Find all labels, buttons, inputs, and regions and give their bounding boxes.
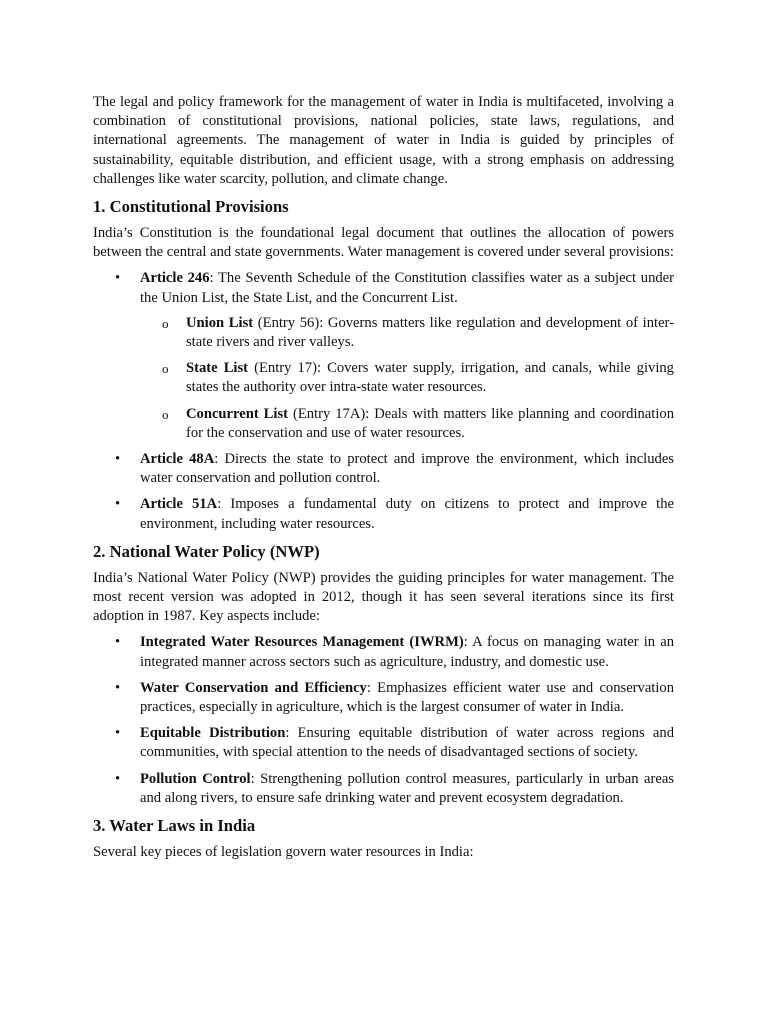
list-item-iwrm <box>93 633 674 671</box>
circle-bullet-icon: o <box>162 361 169 377</box>
list-item-pollution <box>93 770 674 808</box>
section-heading-water-laws: 3. Water Laws in India <box>93 816 256 836</box>
item-term: Union List <box>186 314 254 331</box>
sublist-item-union <box>140 314 674 352</box>
list-item-equitable <box>93 724 674 762</box>
bullet-icon: • <box>115 451 121 468</box>
list-item-article-246 <box>93 269 674 443</box>
item-term: State List <box>186 360 249 377</box>
item-text: : Emphasizes efficient water use and conservation practices, especially in agriculture, which is the largest consumer of water in India. <box>140 679 675 716</box>
item-term: Article 246 <box>140 270 210 287</box>
item-text: : Directs the state to protect and improve the environment, which includes water conservation and pollution control. <box>140 451 674 487</box>
item-text: : Ensuring equitable distribution of water across regions and communities, with special attention to the needs of disadvantaged sections of society. <box>140 725 674 761</box>
bullet-icon: • <box>115 270 121 287</box>
item-text: : Strengthening pollution control measures, particularly in urban areas and along rivers, to ensure safe drinking water and prevent ecosystem degradation. <box>140 770 674 806</box>
constitutional-list <box>93 269 674 533</box>
item-text: : The Seventh Schedule of the Constitution classifies water as a subject under the Union List, the State List, and the Concurrent List. <box>140 270 675 306</box>
lists-sublist <box>140 314 674 443</box>
document-page <box>93 93 674 869</box>
circle-bullet-icon: o <box>162 406 169 422</box>
item-term: Article 48A <box>140 451 215 468</box>
section-intro-nwp: India’s National Water Policy (NWP) provides the guiding principles for water management. The most recent version was adopted in 2012, though it has seen several iterations since its first adoption in 1987. Key aspects include: <box>93 569 674 625</box>
item-text: : A focus on managing water in an integrated manner across sectors such as agriculture, industry, and domestic use. <box>140 634 674 670</box>
bullet-icon: • <box>115 634 121 651</box>
item-term: Integrated Water Resources Management (IWRM) <box>140 634 464 651</box>
intro-paragraph: The legal and policy framework for the management of water in India is multifaceted, involving a combination of constitutional provisions, national policies, state laws, regulations, and international agreements. The management of water in India is guided by principles of sustainability, equitable distribution, and efficient usage, with a strong emphasis on addressing challenges like water scarcity, pollution, and climate change. <box>93 94 674 187</box>
item-term: Pollution Control <box>140 770 251 787</box>
circle-bullet-icon: o <box>162 315 169 331</box>
section-heading-nwp: 2. National Water Policy (NWP) <box>93 541 320 561</box>
section-intro-water-laws: Several key pieces of legislation govern water resources in India: <box>93 844 474 861</box>
bullet-icon: • <box>115 725 121 742</box>
item-text: (Entry 17A): Deals with matters like planning and coordination for the conservation and use of water resources. <box>186 405 674 441</box>
list-item-conservation <box>93 679 674 717</box>
section-heading-constitutional: 1. Constitutional Provisions <box>93 197 289 217</box>
item-text: (Entry 56): Governs matters like regulation and development of inter-state rivers and river valleys. <box>186 314 674 351</box>
sublist-item-concurrent <box>140 405 674 443</box>
nwp-list <box>93 633 674 808</box>
item-term: Article 51A <box>140 496 218 513</box>
item-term: Water Conservation and Efficiency <box>140 679 367 696</box>
bullet-icon: • <box>115 679 121 696</box>
bullet-icon: • <box>115 496 121 513</box>
bullet-icon: • <box>115 770 121 787</box>
item-text: : Imposes a fundamental duty on citizens to protect and improve the environment, including water resources. <box>140 496 674 532</box>
item-text: (Entry 17): Covers water supply, irrigation, and canals, while giving states the authority over intra-state water resources. <box>186 360 674 396</box>
sublist-item-state <box>140 359 674 397</box>
list-item-article-48a <box>93 450 674 488</box>
list-item-article-51a <box>93 495 674 533</box>
section-intro-constitutional: India’s Constitution is the foundational legal document that outlines the allocation of powers between the central and state governments. Water management is covered under several provisions: <box>93 225 674 261</box>
item-term: Concurrent List <box>186 405 288 422</box>
item-term: Equitable Distribution <box>140 725 286 742</box>
